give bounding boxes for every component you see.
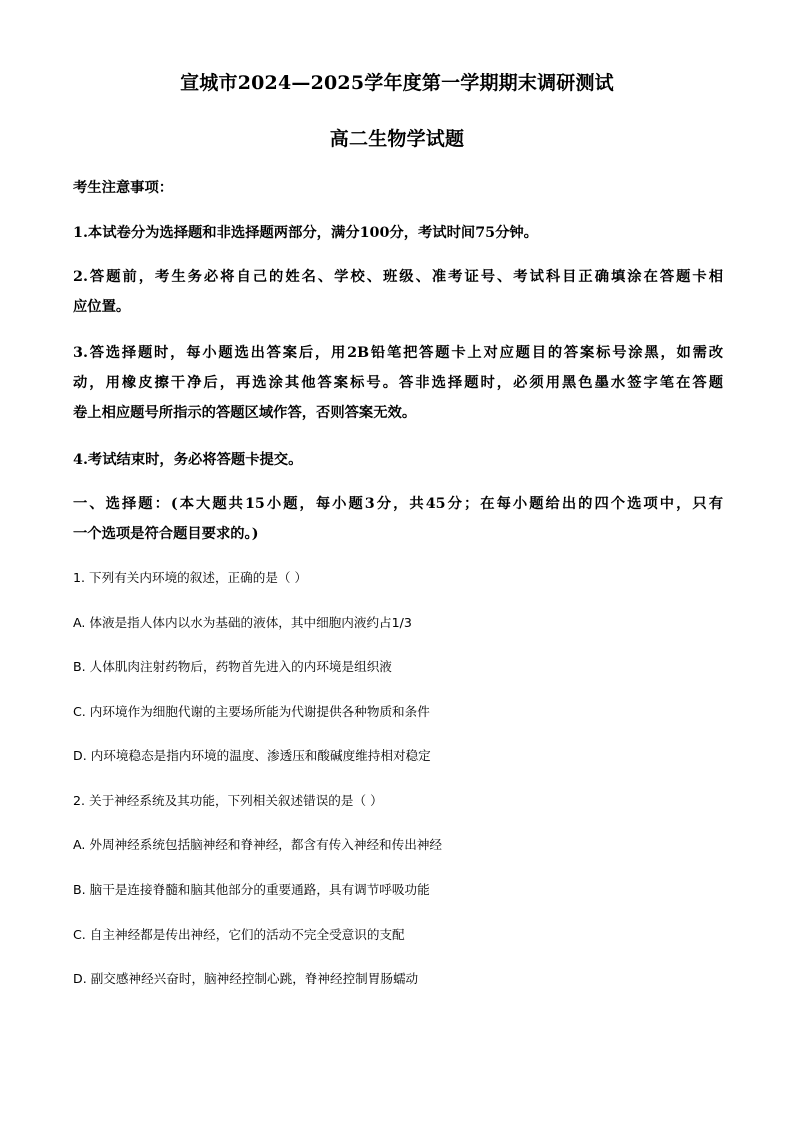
notice-item-3-line-2: 动，用橡皮擦干净后，再选涂其他答案标号。答非选择题时，必须用黑色墨水签字笔在答题 — [73, 375, 723, 391]
page-title: 宣城市2024—2025学年度第一学期期末调研测试 — [180, 72, 614, 94]
notice-item-1: 1.本试卷分为选择题和非选择题两部分，满分100分，考试时间75分钟。 — [73, 225, 538, 241]
notice-item-2-line-2: 应位置。 — [73, 299, 131, 315]
notice-item-3-line-3: 卷上相应题号所指示的答题区域作答，否则答案无效。 — [73, 405, 417, 421]
notice-item-3-line-1: 3.答选择题时，每小题选出答案后，用2B铅笔把答题卡上对应题目的答案标号涂黑，如需改 — [73, 345, 723, 361]
question-2-option-a: A. 外周神经系统包括脑神经和脊神经，都含有传入神经和传出神经 — [73, 837, 443, 852]
section-heading-line-1: 一、选择题：(本大题共15小题，每小题3分，共45分；在每小题给出的四个选项中，只有 — [73, 496, 723, 512]
question-1-option-d: D. 内环境稳态是指内环境的温度、渗透压和酸碱度维持相对稳定 — [73, 748, 431, 763]
section-heading-line-2: 一个选项是符合题目要求的。) — [73, 526, 259, 542]
question-1-stem: 1. 下列有关内环境的叙述，正确的是（ ） — [73, 570, 308, 585]
question-1-option-a: A. 体液是指人体内以水为基础的液体，其中细胞内液约占1/3 — [73, 615, 412, 630]
notice-item-2-line-1: 2.答题前，考生务必将自己的姓名、学校、班级、准考证号、考试科目正确填涂在答题卡相 — [73, 269, 723, 285]
question-2-option-b: B. 脑干是连接脊髓和脑其他部分的重要通路，具有调节呼吸功能 — [73, 882, 430, 897]
question-1-option-b: B. 人体肌肉注射药物后，药物首先进入的内环境是组织液 — [73, 659, 392, 674]
question-1-option-c: C. 内环境作为细胞代谢的主要场所能为代谢提供各种物质和条件 — [73, 704, 430, 719]
question-2-option-d: D. 副交感神经兴奋时，脑神经控制心跳，脊神经控制胃肠蠕动 — [73, 971, 419, 986]
question-2-stem: 2. 关于神经系统及其功能，下列相关叙述错误的是（ ） — [73, 793, 383, 808]
page-subtitle: 高二生物学试题 — [329, 128, 465, 150]
notice-item-4: 4.考试结束时，务必将答题卡提交。 — [73, 452, 303, 468]
question-2-option-c: C. 自主神经都是传出神经，它们的活动不完全受意识的支配 — [73, 927, 405, 942]
notice-heading: 考生注意事项： — [73, 180, 174, 196]
